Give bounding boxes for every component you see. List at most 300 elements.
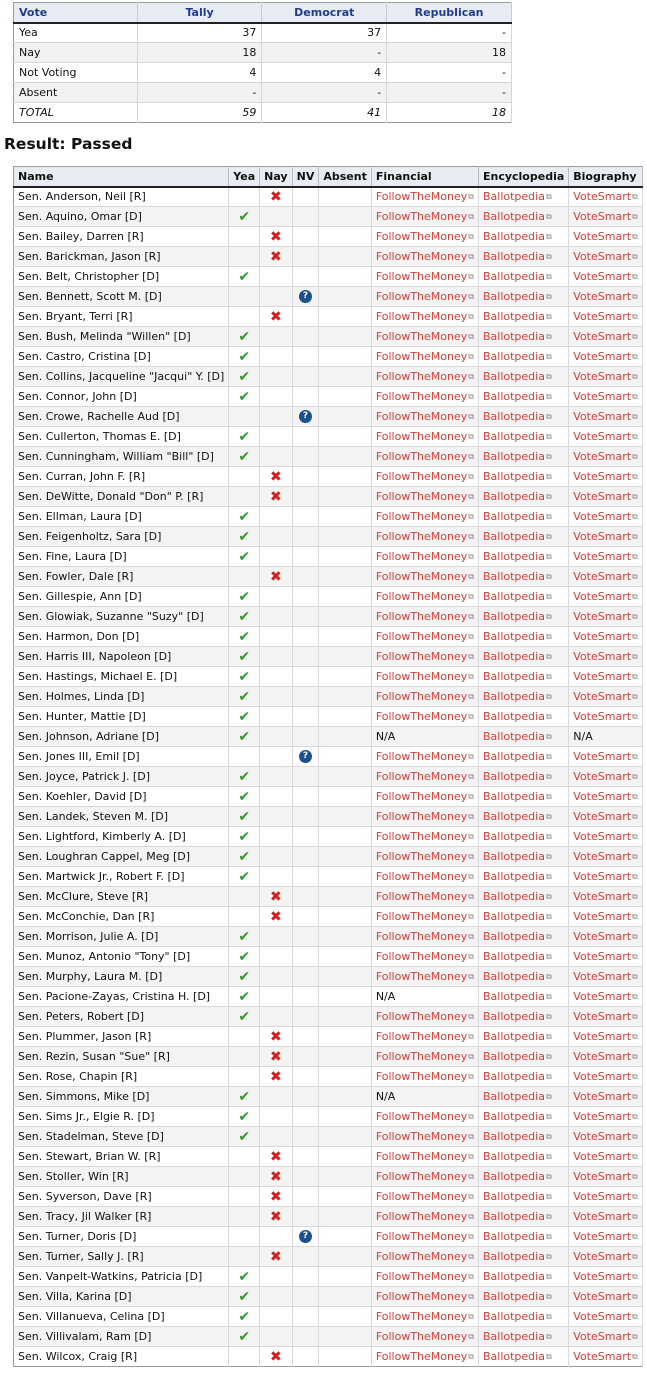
x-mark-icon: ✖ [270,908,282,925]
financial-link[interactable] [376,490,474,503]
senator-row [14,327,643,347]
biography-link[interactable] [573,290,637,303]
external-link-icon: ⧉ [632,532,638,541]
biography-link[interactable] [573,1310,637,1323]
biography-link[interactable] [573,1030,637,1043]
biography-link[interactable] [573,490,637,503]
senator-row [14,587,643,607]
encyclopedia-link[interactable] [483,290,552,303]
biography-link-label: VoteSmart [573,350,632,363]
financial-link[interactable] [376,950,474,963]
encyclopedia-link[interactable] [483,550,552,563]
encyclopedia-link[interactable] [483,1270,552,1283]
biography-link[interactable] [573,1190,637,1203]
encyclopedia-link[interactable] [483,1150,552,1163]
financial-link[interactable] [376,970,474,983]
financial-link[interactable] [376,410,474,423]
encyclopedia-link[interactable] [483,950,552,963]
senator-name: Sen. Turner, Sally J. [R] [14,1247,229,1267]
biography-link[interactable] [573,250,637,263]
biography-link[interactable] [573,410,637,423]
biography-link-label: VoteSmart [573,1290,632,1303]
financial-cell [371,927,478,947]
encyclopedia-link[interactable] [483,1350,552,1363]
encyclopedia-link[interactable] [483,330,552,343]
biography-link[interactable] [573,350,637,363]
financial-link[interactable] [376,1230,474,1243]
external-link-icon: ⧉ [545,672,552,681]
biography-link[interactable] [573,1110,637,1123]
encyclopedia-link[interactable] [483,750,552,763]
nay-cell [260,787,292,807]
financial-link[interactable] [376,290,474,303]
biography-link[interactable] [573,1010,637,1023]
senator-name: Sen. Fine, Laura [D] [14,547,229,567]
senator-row [14,1227,643,1247]
biography-link[interactable] [573,470,637,483]
absent-cell [319,1047,371,1067]
biography-link[interactable] [573,270,637,283]
encyclopedia-link[interactable] [483,1110,552,1123]
encyclopedia-link-label: Ballotpedia [482,850,545,863]
biography-link[interactable] [573,890,637,903]
tally-count: 37 [137,23,262,43]
external-link-icon: ⧉ [468,1232,474,1241]
financial-link[interactable] [376,190,474,203]
external-link-icon: ⧉ [468,1132,474,1141]
biography-link[interactable] [573,370,637,383]
financial-link[interactable] [376,470,474,483]
question-icon: ? [299,750,312,763]
external-link-icon: ⧉ [545,1272,552,1281]
financial-link[interactable] [376,310,474,323]
financial-link[interactable] [376,1050,474,1063]
external-link-icon: ⧉ [632,292,638,301]
tally-header-vote[interactable]: Vote [14,3,138,23]
encyclopedia-link[interactable] [483,490,552,503]
encyclopedia-link[interactable] [483,770,552,783]
nay-cell [260,907,292,927]
external-link-icon: ⧉ [632,492,638,501]
financial-link[interactable] [376,1110,474,1123]
biography-cell [569,467,642,487]
encyclopedia-link[interactable] [483,350,552,363]
financial-link[interactable] [376,590,474,603]
encyclopedia-link[interactable] [483,1070,552,1083]
financial-link[interactable] [376,690,474,703]
encyclopedia-link[interactable] [483,530,552,543]
biography-link[interactable] [573,990,637,1003]
financial-link[interactable] [376,210,474,223]
external-link-icon: ⧉ [632,752,638,761]
encyclopedia-link[interactable] [483,210,552,223]
financial-link-label: FollowTheMoney [375,570,468,583]
senator-name: Sen. Fowler, Dale [R] [14,567,229,587]
financial-link[interactable] [376,510,474,523]
financial-link[interactable] [376,1150,474,1163]
nv-cell [292,747,319,767]
biography-link[interactable] [573,1130,637,1143]
financial-link[interactable] [376,810,474,823]
yea-cell [229,1327,260,1347]
external-link-icon: ⧉ [468,792,474,801]
biography-link[interactable] [573,390,637,403]
biography-link[interactable] [573,810,637,823]
financial-link-label: FollowTheMoney [375,1070,468,1083]
encyclopedia-link[interactable] [483,590,552,603]
external-link-icon: ⧉ [468,1212,474,1221]
nay-cell [260,867,292,887]
biography-link[interactable] [573,930,637,943]
nay-cell [260,587,292,607]
encyclopedia-link-label: Ballotpedia [482,1170,545,1183]
encyclopedia-link[interactable] [483,1010,552,1023]
financial-link[interactable] [376,610,474,623]
encyclopedia-link[interactable] [483,1170,552,1183]
encyclopedia-link[interactable] [483,410,552,423]
absent-cell [319,327,371,347]
encyclopedia-link[interactable] [483,990,552,1003]
biography-link[interactable] [573,230,637,243]
financial-link[interactable] [376,1270,474,1283]
biography-link[interactable] [573,1050,637,1063]
roll-call-table [13,166,643,1367]
external-link-icon: ⧉ [545,852,552,861]
encyclopedia-link[interactable] [483,430,552,443]
encyclopedia-link[interactable] [483,690,552,703]
biography-link[interactable] [573,1350,637,1363]
biography-na: N/A [573,730,593,743]
encyclopedia-link[interactable] [483,1090,552,1103]
encyclopedia-link[interactable] [483,910,552,923]
financial-link[interactable] [376,1030,474,1043]
biography-link[interactable] [573,870,637,883]
encyclopedia-link[interactable] [483,710,552,723]
header-absent[interactable]: Absent [319,167,371,187]
biography-link[interactable] [573,670,637,683]
encyclopedia-link[interactable] [483,310,552,323]
biography-link[interactable] [573,850,637,863]
biography-link-label: VoteSmart [573,490,632,503]
biography-link[interactable] [573,450,637,463]
encyclopedia-link[interactable] [483,650,552,663]
x-mark-icon: ✖ [270,1348,282,1365]
financial-link[interactable] [376,710,474,723]
financial-link[interactable] [376,1170,474,1183]
biography-link[interactable] [573,430,637,443]
external-link-icon: ⧉ [632,932,638,941]
financial-link[interactable] [376,1130,474,1143]
yea-cell [229,407,260,427]
biography-link[interactable] [573,690,637,703]
encyclopedia-link[interactable] [483,670,552,683]
header-nv[interactable]: NV [292,167,319,187]
biography-link[interactable] [573,630,637,643]
biography-link-label: VoteSmart [573,930,632,943]
biography-cell [569,907,642,927]
encyclopedia-link[interactable] [483,570,552,583]
biography-link[interactable] [573,970,637,983]
nv-cell [292,947,319,967]
encyclopedia-link[interactable] [483,1250,552,1263]
encyclopedia-link-label: Ballotpedia [482,370,545,383]
yea-cell [229,227,260,247]
biography-link[interactable] [573,1150,637,1163]
encyclopedia-link[interactable] [483,230,552,243]
financial-link[interactable] [376,850,474,863]
biography-link[interactable] [573,950,637,963]
financial-link[interactable] [376,630,474,643]
external-link-icon: ⧉ [468,1192,474,1201]
biography-link[interactable] [573,790,637,803]
header-nay[interactable]: Nay [260,167,292,187]
biography-link[interactable] [573,210,637,223]
encyclopedia-cell [478,627,568,647]
senator-row [14,1087,643,1107]
financial-link[interactable] [376,390,474,403]
financial-link[interactable] [376,870,474,883]
absent-cell [319,1347,371,1367]
encyclopedia-link[interactable] [483,930,552,943]
biography-link[interactable] [573,1210,637,1223]
nay-cell [260,687,292,707]
encyclopedia-link[interactable] [483,250,552,263]
biography-link[interactable] [573,770,637,783]
biography-link[interactable] [573,330,637,343]
external-link-icon: ⧉ [468,272,474,281]
external-link-icon: ⧉ [468,332,474,341]
encyclopedia-link[interactable] [483,830,552,843]
biography-link[interactable] [573,510,637,523]
biography-link[interactable] [573,190,637,203]
encyclopedia-link[interactable] [483,1190,552,1203]
encyclopedia-link[interactable] [483,1290,552,1303]
encyclopedia-cell [478,587,568,607]
encyclopedia-link[interactable] [483,1050,552,1063]
biography-link-label: VoteSmart [573,270,632,283]
tally-header-republican[interactable]: Republican [387,3,512,23]
financial-link-label: FollowTheMoney [375,690,468,703]
financial-link[interactable] [376,430,474,443]
financial-link[interactable] [376,1350,474,1363]
financial-link[interactable] [376,830,474,843]
financial-link[interactable] [376,770,474,783]
external-link-icon: ⧉ [545,412,552,421]
senator-name: Sen. Feigenholtz, Sara [D] [14,527,229,547]
encyclopedia-link[interactable] [483,730,552,743]
encyclopedia-link[interactable] [483,1030,552,1043]
senator-row [14,1167,643,1187]
financial-link[interactable] [376,330,474,343]
result-heading: Result: Passed [4,135,133,153]
financial-link[interactable] [376,530,474,543]
encyclopedia-cell [478,707,568,727]
encyclopedia-cell [478,1347,568,1367]
financial-link[interactable] [376,250,474,263]
biography-link[interactable] [573,1290,637,1303]
encyclopedia-cell [478,1287,568,1307]
senator-row [14,687,643,707]
biography-link[interactable] [573,590,637,603]
biography-link[interactable] [573,610,637,623]
header-encyclopedia[interactable]: Encyclopedia [478,167,568,187]
nay-cell [260,387,292,407]
nay-cell [260,547,292,567]
biography-link[interactable] [573,550,637,563]
biography-link[interactable] [573,1330,637,1343]
financial-link[interactable] [376,1250,474,1263]
financial-link[interactable] [376,1330,474,1343]
biography-link[interactable] [573,1230,637,1243]
biography-link[interactable] [573,1170,637,1183]
encyclopedia-link[interactable] [483,810,552,823]
tally-header-democrat[interactable]: Democrat [262,3,387,23]
biography-link[interactable] [573,570,637,583]
external-link-icon: ⧉ [632,472,638,481]
encyclopedia-link-label: Ballotpedia [482,1190,545,1203]
financial-link[interactable] [376,270,474,283]
financial-link[interactable] [376,750,474,763]
financial-link[interactable] [376,790,474,803]
encyclopedia-link[interactable] [483,850,552,863]
encyclopedia-link[interactable] [483,270,552,283]
financial-link-label: FollowTheMoney [375,970,468,983]
absent-cell [319,947,371,967]
nv-cell [292,927,319,947]
biography-link[interactable] [573,710,637,723]
financial-link-label: FollowTheMoney [375,1010,468,1023]
encyclopedia-link[interactable] [483,190,552,203]
encyclopedia-link[interactable] [483,970,552,983]
financial-link[interactable] [376,890,474,903]
external-link-icon: ⧉ [632,912,638,921]
header-biography[interactable]: Biography [569,167,642,187]
nv-cell [292,1107,319,1127]
external-link-icon: ⧉ [468,252,474,261]
tally-row [14,103,512,123]
encyclopedia-link[interactable] [483,790,552,803]
encyclopedia-link[interactable] [483,1230,552,1243]
financial-link[interactable] [376,1070,474,1083]
biography-link[interactable] [573,1250,637,1263]
financial-link-label: FollowTheMoney [375,910,468,923]
yea-cell [229,1107,260,1127]
tally-democrat: - [262,43,387,63]
nay-cell [260,467,292,487]
biography-link-label: VoteSmart [573,610,632,623]
biography-link[interactable] [573,830,637,843]
header-yea[interactable]: Yea [229,167,260,187]
financial-link[interactable] [376,450,474,463]
financial-link[interactable] [376,650,474,663]
financial-link-label: FollowTheMoney [375,1210,468,1223]
financial-link[interactable] [376,1310,474,1323]
financial-link[interactable] [376,370,474,383]
encyclopedia-link[interactable] [483,1130,552,1143]
external-link-icon: ⧉ [468,872,474,881]
tally-header-tally[interactable]: Tally [137,3,262,23]
financial-link[interactable] [376,1190,474,1203]
biography-cell [569,1227,642,1247]
biography-cell [569,947,642,967]
biography-link[interactable] [573,1090,637,1103]
encyclopedia-link[interactable] [483,610,552,623]
financial-link[interactable] [376,1010,474,1023]
financial-link[interactable] [376,1210,474,1223]
financial-link[interactable] [376,550,474,563]
financial-link[interactable] [376,910,474,923]
external-link-icon: ⧉ [632,672,638,681]
encyclopedia-link[interactable] [483,630,552,643]
header-name[interactable]: Name [14,167,229,187]
financial-link[interactable] [376,570,474,583]
tally-republican: 18 [387,103,512,123]
financial-link[interactable] [376,230,474,243]
senator-name: Sen. Landek, Steven M. [D] [14,807,229,827]
financial-link[interactable] [376,1290,474,1303]
biography-cell [569,327,642,347]
encyclopedia-cell [478,1327,568,1347]
senator-name: Sen. Gillespie, Ann [D] [14,587,229,607]
encyclopedia-cell [478,1047,568,1067]
encyclopedia-link[interactable] [483,1330,552,1343]
nay-cell [260,1107,292,1127]
biography-link-label: VoteSmart [573,870,632,883]
biography-link[interactable] [573,910,637,923]
senator-row [14,1347,643,1367]
yea-cell [229,827,260,847]
biography-link[interactable] [573,530,637,543]
external-link-icon: ⧉ [468,812,474,821]
biography-link[interactable] [573,1070,637,1083]
encyclopedia-link[interactable] [483,370,552,383]
encyclopedia-link[interactable] [483,890,552,903]
external-link-icon: ⧉ [632,1352,638,1361]
encyclopedia-link[interactable] [483,510,552,523]
encyclopedia-link-label: Ballotpedia [482,650,545,663]
senator-name: Sen. Lightford, Kimberly A. [D] [14,827,229,847]
header-financial[interactable]: Financial [371,167,478,187]
encyclopedia-link[interactable] [483,1210,552,1223]
yea-cell [229,527,260,547]
x-mark-icon: ✖ [270,1148,282,1165]
biography-link[interactable] [573,310,637,323]
absent-cell [319,1147,371,1167]
biography-cell [569,1047,642,1067]
nay-cell [260,247,292,267]
external-link-icon: ⧉ [632,632,638,641]
nv-cell [292,1327,319,1347]
nv-cell [292,1347,319,1367]
yea-cell [229,1347,260,1367]
biography-link[interactable] [573,650,637,663]
biography-link[interactable] [573,1270,637,1283]
encyclopedia-link[interactable] [483,870,552,883]
encyclopedia-link[interactable] [483,470,552,483]
encyclopedia-link[interactable] [483,450,552,463]
senator-row [14,287,643,307]
encyclopedia-link[interactable] [483,390,552,403]
encyclopedia-link-label: Ballotpedia [482,510,545,523]
encyclopedia-link[interactable] [483,1310,552,1323]
financial-link[interactable] [376,930,474,943]
financial-link-label: FollowTheMoney [375,370,468,383]
financial-link[interactable] [376,670,474,683]
financial-link[interactable] [376,350,474,363]
biography-cell [569,287,642,307]
financial-cell [371,207,478,227]
biography-link[interactable] [573,750,637,763]
